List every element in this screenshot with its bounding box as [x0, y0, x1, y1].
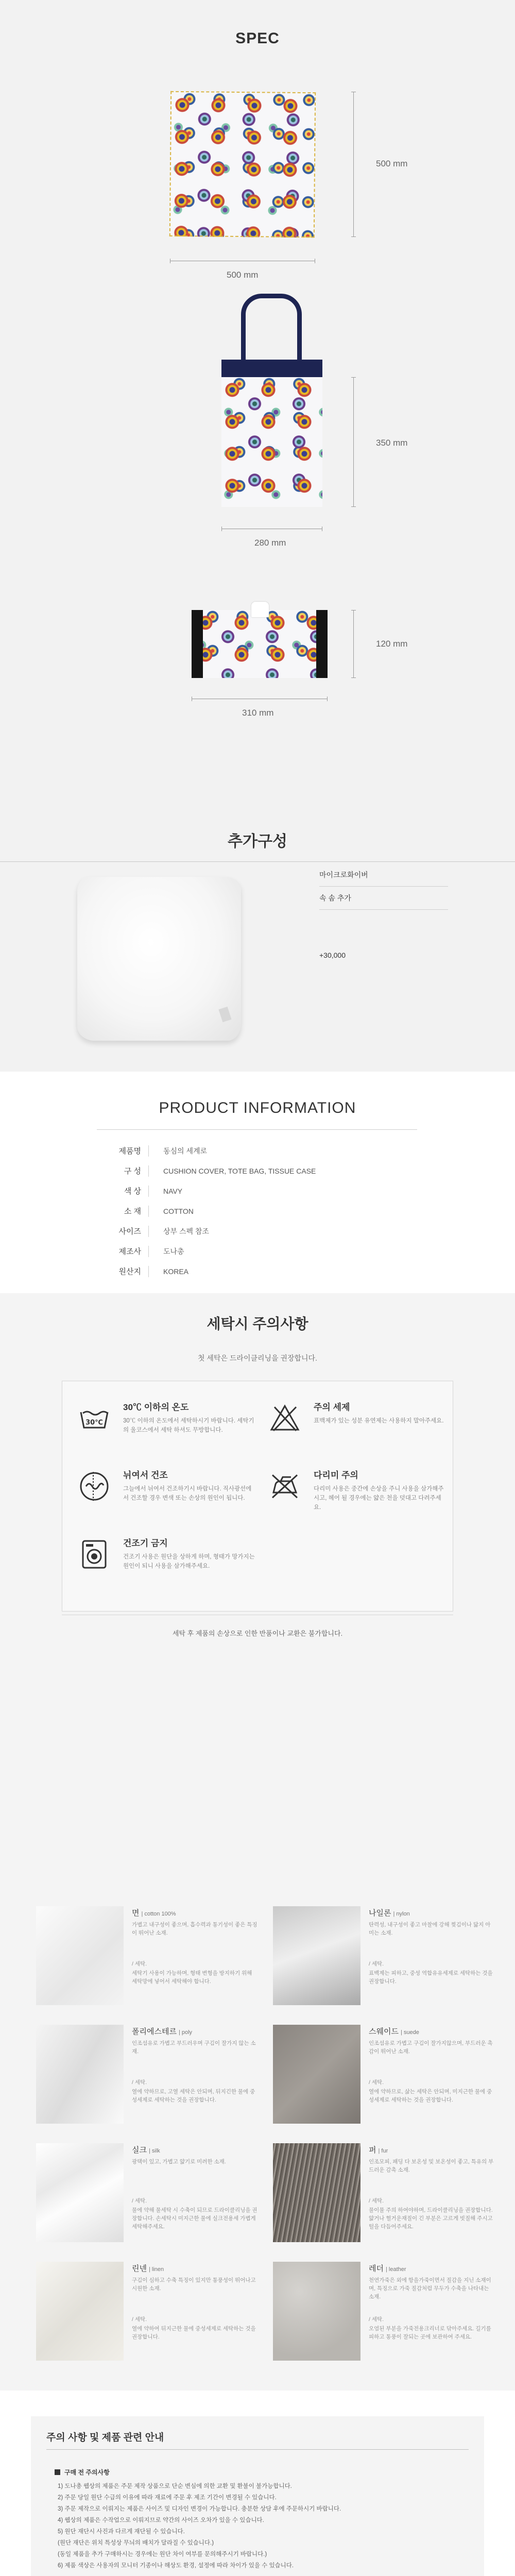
extra-option-section [0, 814, 515, 1072]
care-item-iron [263, 1467, 454, 1523]
tissue-height-label: 120 mm [376, 639, 408, 649]
tick [351, 610, 356, 611]
info-value: COTTON [163, 1207, 194, 1215]
material-name-en: | fur [378, 2148, 388, 2154]
material-card-suede [273, 2025, 495, 2124]
tote-band [221, 360, 322, 377]
separator [148, 1145, 149, 1157]
material-name-en: | linen [148, 2266, 164, 2273]
product-information-title: PRODUCT INFORMATION [159, 1099, 356, 1116]
material-name [132, 2026, 192, 2037]
notice-heading-before-purchase [55, 2468, 467, 2477]
material-name [132, 2144, 160, 2155]
info-key: 원산지 [118, 1267, 141, 1276]
material-card-polyester [36, 2025, 259, 2124]
tick [351, 506, 356, 507]
material-name-en: | silk [148, 2148, 160, 2154]
material-name-ko: 실크 [132, 2146, 147, 2155]
material-name [369, 2144, 388, 2155]
nylon-fabric-image [273, 1906, 360, 2005]
material-en-text: silk [151, 2148, 160, 2154]
polyester-fabric-image [36, 2025, 124, 2124]
care-item-desc: 그늘에서 뉘여서 건조하기시 바랍니다. 직사광선에서 건조할 경우 변색 또는 손상의 원인이 됩니다. [123, 1486, 252, 1501]
material-card-silk [36, 2143, 259, 2242]
tote-handle [241, 294, 302, 366]
material-card-leather [273, 2262, 495, 2361]
product-information-table [106, 1141, 316, 1281]
care-item-title: 뉘여서 건조 [123, 1470, 168, 1480]
info-row-composition [106, 1161, 316, 1181]
material-desc: 인조섬유로 가볍고 부드러우며 구김이 잘가지 않는 소재. [132, 2040, 256, 2055]
material-card-fur [273, 2143, 495, 2242]
care-title: 세탁시 주의사항 [207, 1316, 308, 1332]
material-name-en: | cotton 100% [141, 1911, 176, 1917]
separator [148, 1246, 149, 1257]
wash-30-icon [78, 1402, 111, 1435]
tissue-paper [251, 602, 269, 617]
care-item-dry-flat [73, 1467, 263, 1523]
material-en-text: fur [381, 2148, 388, 2154]
care-item-desc: 건조기 사용은 원단을 상하게 하며, 형태가 망가지는 원인이 되니 사용을 삼가해주세요. [123, 1554, 255, 1569]
notice-body [55, 2461, 467, 2576]
linen-fabric-image [36, 2262, 124, 2361]
material-care: 오염된 부분을 가죽전용크리너로 닦아주세요. 길기를 피하고 통풍이 잘되는 곳에 보관하여 주세요. [369, 2326, 491, 2340]
notice-item: 5) 원단 재단시 사진과 다르게 재단될 수 있습니다. [58, 2529, 185, 2535]
spec-section [0, 0, 515, 814]
material-care-heading: / 세탁. [369, 2316, 384, 2323]
notice-title: 주의 사항 및 제품 관련 안내 [46, 2432, 164, 2443]
cushion-height-label: 500 mm [376, 159, 408, 168]
care-note: 세탁 후 제품의 손상으로 인한 반품이나 교환은 불가합니다. [172, 1630, 343, 1637]
info-key: 색 상 [124, 1187, 141, 1196]
material-name-ko: 나일론 [369, 1909, 391, 1918]
separator [148, 1206, 149, 1217]
info-value: 도나총 [163, 1247, 184, 1256]
material-name [369, 1907, 410, 1918]
notice-item: 1) 도나총 웹상의 제품은 주문 제작 상품으로 단순 변심에 의한 교환 및 환불이 불가능합니다. [58, 2483, 292, 2489]
info-value: NAVY [163, 1187, 183, 1195]
info-row-color [106, 1181, 316, 1201]
tote-height-line [353, 377, 354, 507]
tote-height-label: 350 mm [376, 438, 408, 448]
tick [351, 677, 356, 678]
material-care-heading: / 세탁. [369, 2079, 384, 2086]
tick [351, 377, 356, 378]
washing-care-section [0, 1293, 515, 1875]
material-name-ko: 스웨이드 [369, 2027, 399, 2036]
material-guide-section [0, 1875, 515, 2391]
separator [148, 1266, 149, 1277]
tissue-case-end [316, 610, 328, 678]
material-care: 열에 약하여 뒤지근한 물에 중성세제로 세탁하는 것을 권장합니다. [132, 2326, 256, 2340]
material-care-heading: / 세탁. [369, 2198, 384, 2204]
info-row-material [106, 1201, 316, 1221]
bullet-square-icon [55, 2469, 60, 2475]
material-desc: 천연가죽은 외에 항을가죽이면서 질감을 지닌 소재이며, 특징으로 가죽 질감처럼 무두가 수축을 나타내는 소재. [369, 2277, 491, 2300]
material-care: 열에 약하므로, 삶는 세탁은 안되며, 미지근한 물에 중성세제로 세탁하는 것을 권장합니다. [369, 2089, 492, 2103]
material-name [132, 2263, 164, 2274]
extra-item-option[interactable]: 속 솜 추가 [319, 894, 351, 902]
material-name [132, 1907, 176, 1918]
material-name-ko: 퍼 [369, 2146, 376, 2155]
divider [97, 1129, 417, 1130]
material-en-text: cotton 100% [144, 1911, 176, 1917]
notice-heading-text: 구매 전 주의사항 [64, 2469, 110, 2476]
notice-item: 3) 주문 제작으로 이뤄지는 제품은 사이즈 및 디자인 변경이 가능합니다. 충분한 상담 후에 주문하시기 바랍니다. [58, 2506, 341, 2512]
info-key: 구 성 [124, 1167, 141, 1176]
pillow-insert-image [77, 877, 241, 1041]
tissue-case-image [195, 610, 324, 678]
extra-item-price: +30,000 [319, 951, 346, 959]
material-name-ko: 레더 [369, 2264, 384, 2273]
tick [327, 697, 328, 701]
divider [46, 2449, 469, 2450]
material-name-en: | poly [178, 2029, 193, 2036]
material-en-text: linen [151, 2266, 164, 2273]
extra-option-info [319, 863, 448, 910]
info-row-size [106, 1221, 316, 1241]
material-desc: 광택이 있고, 가볍고 얇기로 미려한 소재. [132, 2159, 226, 2165]
info-key: 제조사 [118, 1247, 141, 1256]
material-care: 열에 약하므로, 고열 세탁은 안되며, 뒤지긴한 물에 중성세제로 세탁하는 것을 권장합니다. [132, 2089, 255, 2103]
no-dryer-icon [78, 1538, 111, 1571]
divider [0, 861, 515, 862]
notice-item: (원단 재단은 위치 특성상 무늬의 배치가 달라질 수 있습니다.) [58, 2540, 214, 2546]
material-care: 표백제는 피하고, 중성 역합유유세제로 세탁하는 것을 권장합니다. [369, 1970, 493, 1985]
material-name-en: | suede [400, 2029, 419, 2036]
tissue-width-label: 310 mm [242, 708, 274, 718]
material-care: 물에 약해 물세탁 시 수축이 되므로 드라이클리닝을 권장합니다. 손세탁시 미지근한 물에 실크전용세 가볍게 세탁해주세요. [132, 2207, 258, 2230]
material-card-cotton [36, 1906, 259, 2005]
extra-item-name: 마이크로화이버 [319, 871, 368, 879]
wash-temp-label: 30℃ [85, 1419, 103, 1427]
cushion-height-line [353, 92, 354, 237]
fur-fabric-image [273, 2143, 360, 2242]
material-desc: 구김이 심하고 수축 특징이 있지만 통풍성이 뛰어나고 시원한 소재. [132, 2277, 256, 2292]
material-care-heading: / 세탁. [132, 1961, 147, 1967]
suede-fabric-image [273, 2025, 360, 2124]
divider [319, 909, 448, 910]
care-item-title: 건조기 금지 [123, 1538, 168, 1548]
info-value: 동심의 세계로 [163, 1146, 208, 1155]
material-name-en: | leather [385, 2266, 406, 2273]
care-item-detergent [263, 1399, 454, 1455]
material-care-heading: / 세탁. [132, 2316, 147, 2323]
care-item-title: 30℃ 이하의 온도 [123, 1402, 189, 1412]
info-row-name [106, 1141, 316, 1161]
silk-fabric-image [36, 2143, 124, 2242]
material-name-ko: 린넨 [132, 2264, 147, 2273]
notice-item: 2) 주문 당일 원단 수급의 이유에 따라 재료에 주문 후 제조 기간이 변경될 수 있습니다. [58, 2495, 277, 2501]
material-en-text: suede [403, 2029, 419, 2036]
no-bleach-icon [268, 1402, 301, 1435]
notice-item: 6) 제품 색상은 사용자의 모니터 기종이나 해상도 환경, 설정에 따라 차이가 있을 수 있습니다. [58, 2563, 294, 2569]
product-information-section [0, 1072, 515, 1293]
material-care: 세탁기 사용이 가능하며, 형태 변형을 방지하기 위해 세탁망에 넣어서 세탁해야 합니다. [132, 1970, 252, 1985]
separator [148, 1226, 149, 1237]
material-desc: 가볍고 내구성이 좋으며, 흡수력과 통기성이 좋은 특징이 뛰어난 소재. [132, 1922, 258, 1936]
info-key: 사이즈 [118, 1227, 141, 1236]
tote-width-label: 280 mm [254, 538, 286, 548]
separator [148, 1185, 149, 1197]
material-card-linen [36, 2262, 259, 2361]
cushion-image [169, 91, 316, 238]
info-row-manufacturer [106, 1241, 316, 1261]
tissue-case-end [192, 610, 203, 678]
extra-title: 추가구성 [228, 833, 287, 850]
notice-box [31, 2416, 484, 2576]
dry-flat-icon [78, 1470, 111, 1503]
material-desc: 탄력성, 내구성이 좋고 마찰에 강해 찢김이나 닳지 아미는 소재. [369, 1922, 491, 1936]
care-item-desc: 다리미 사용은 중간에 손상을 주니 사용을 삼가해주시고, 헤어 될 경우에는 얇은 천을 덧대고 다려주세요. [314, 1486, 444, 1511]
care-item-title: 다리미 주의 [314, 1470, 358, 1480]
material-name-ko: 면 [132, 1909, 140, 1918]
material-care: 물이물 주의 하여야하며, 드라이클리닝을 권장합니다. 얇거나 헐거운재질이 긴 부분은 고르게 빗질해 주시고 털을 다듬어주세요. [369, 2207, 493, 2230]
tote-bag-image [221, 377, 322, 507]
info-value: CUSHION COVER, TOTE BAG, TISSUE CASE [163, 1166, 316, 1175]
material-desc: 인조섬유로 가볍고 구김이 잘가지않으며, 부드러운 촉감이 뛰어난 소재. [369, 2040, 493, 2055]
material-name-ko: 폴리에스테르 [132, 2027, 177, 2036]
cotton-fabric-image [36, 1906, 124, 2005]
info-key: 제품명 [118, 1147, 141, 1156]
info-row-origin [106, 1261, 316, 1281]
info-value: 상부 스펙 참조 [163, 1227, 209, 1235]
material-name-en: | nylon [393, 1911, 410, 1917]
care-instructions-box [62, 1381, 453, 1612]
purchase-notice-section [0, 2391, 515, 2576]
material-desc: 인조모피, 패딩 다 보온성 및 보온성이 좋고, 특유의 부드러운 감촉 소재. [369, 2159, 494, 2173]
leather-fabric-image [273, 2262, 360, 2361]
material-name [369, 2026, 419, 2037]
care-item-temperature [73, 1399, 263, 1455]
care-subtitle: 첫 세탁은 드라이클리닝을 권장합니다. [198, 1354, 317, 1362]
care-item-no-dryer [73, 1535, 263, 1591]
material-care-heading: / 세탁. [369, 1961, 384, 1967]
care-item-title: 주의 세제 [314, 1402, 350, 1412]
material-care-heading: / 세탁. [132, 2079, 147, 2086]
info-key: 소 재 [124, 1207, 141, 1216]
material-en-text: nylon [396, 1911, 410, 1917]
material-care-heading: / 세탁. [132, 2198, 147, 2204]
care-item-desc: 30℃ 이하의 온도에서 세탁하시기 바랍니다. 세탁기의 울코스에서 세탁 하셔도 무방합니다. [123, 1418, 254, 1433]
no-iron-icon [268, 1470, 301, 1503]
material-en-text: leather [388, 2266, 406, 2273]
cushion-width-label: 500 mm [227, 270, 259, 280]
tick [351, 236, 356, 237]
separator [148, 1165, 149, 1177]
spec-title: SPEC [235, 30, 280, 47]
tissue-height-line [353, 610, 354, 678]
material-card-nylon [273, 1906, 495, 2005]
material-name [369, 2263, 406, 2274]
material-en-text: poly [181, 2029, 193, 2036]
tick [221, 527, 222, 531]
care-item-desc: 표백제가 있는 성분 유연제는 사용하지 말아주세요. [314, 1418, 444, 1424]
info-value: KOREA [163, 1267, 189, 1276]
notice-item: 4) 웹상의 제품은 수작업으로 이뤄지므로 약간의 사이즈 오차가 있을 수 있습니다. [58, 2517, 264, 2523]
notice-item: (동일 제품을 추가 구매하시는 경우에는 원단 차이 여부를 문의해주시기 바랍니다.) [58, 2551, 267, 2557]
